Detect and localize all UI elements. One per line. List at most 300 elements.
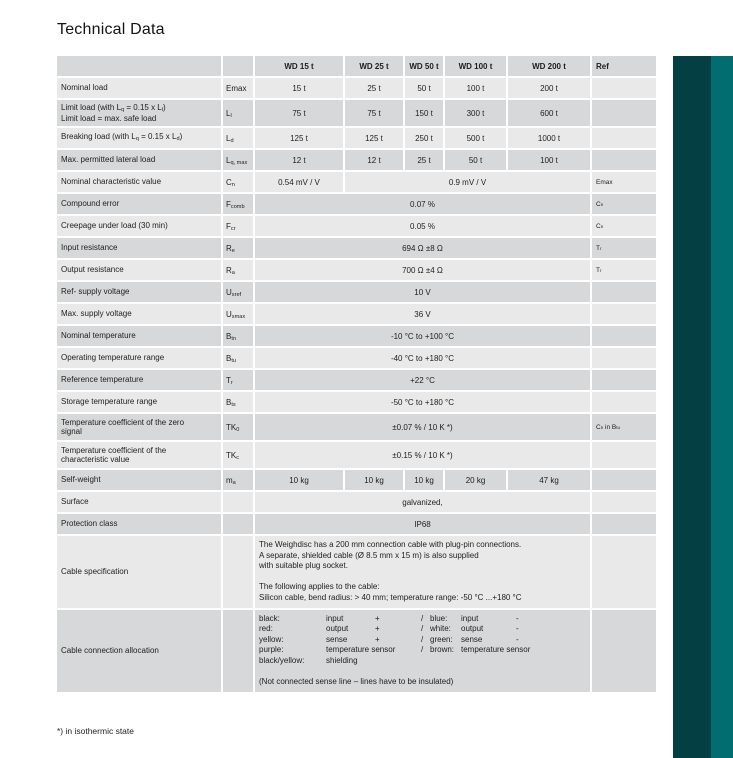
- subscript: c: [236, 454, 240, 461]
- table-body: [57, 78, 656, 692]
- table-row-self-weight: [57, 470, 656, 490]
- text-segment: Max. supply voltage: [61, 309, 132, 319]
- row-symbol: [223, 392, 253, 412]
- ref-cell: [592, 326, 656, 346]
- ref-cell: [592, 610, 656, 692]
- row-symbol: [223, 78, 253, 98]
- value-cell: 12 t: [255, 150, 343, 170]
- row-symbol: [223, 470, 253, 490]
- subscript: d: [176, 136, 180, 143]
- subscript: n: [600, 224, 604, 230]
- row-label: [57, 78, 221, 98]
- text-segment: B: [226, 331, 232, 341]
- ref-cell: [592, 238, 656, 258]
- text-segment: Max. permitted lateral load: [61, 155, 156, 165]
- label-line: [61, 331, 221, 341]
- text-segment: L: [226, 133, 231, 143]
- header-empty-symbol-cell: [223, 56, 253, 76]
- text-segment: Limit load = max. safe load: [61, 114, 157, 123]
- row-symbol: [223, 100, 253, 126]
- text-segment: Cable specification: [61, 567, 129, 577]
- text-segment: Emax: [596, 178, 613, 186]
- table-row-compound-error: [57, 194, 656, 214]
- subscript: smax: [231, 313, 246, 320]
- text-segment: U: [226, 287, 232, 297]
- value-cell: 15 t: [255, 78, 343, 98]
- model-column-header: WD 25 t: [345, 56, 403, 76]
- allocation-field: +: [375, 634, 380, 644]
- value-cell-span: 10 V: [255, 282, 590, 302]
- value-cell: 50 t: [405, 78, 443, 98]
- table-row-operating-temperature-range: [57, 348, 656, 368]
- allocation-line: [259, 614, 590, 625]
- row-symbol: [223, 492, 253, 512]
- row-label: [57, 194, 221, 214]
- subscript: tu: [231, 357, 237, 364]
- table-row-limit-load: [57, 100, 656, 126]
- text-segment: Output resistance: [61, 265, 124, 275]
- subscript: a: [231, 269, 235, 276]
- text-segment: Protection class: [61, 519, 118, 529]
- value-cell: 150 t: [405, 100, 443, 126]
- row-symbol: [223, 326, 253, 346]
- text-segment: Ref- supply voltage: [61, 287, 130, 297]
- table-row-max-supply-voltage: [57, 304, 656, 324]
- text-segment: TK: [226, 450, 237, 460]
- label-line: [61, 265, 221, 275]
- subscript: comb: [230, 203, 245, 210]
- text-segment: in B: [603, 423, 617, 431]
- text-segment: characteristic value: [61, 455, 130, 464]
- text-segment: Nominal characteristic value: [61, 177, 162, 187]
- text-segment: Surface: [61, 497, 89, 507]
- subscript: l: [161, 106, 163, 113]
- allocation-field: -: [516, 634, 519, 644]
- label-line: [61, 353, 221, 363]
- row-label: [57, 172, 221, 192]
- value-cell: 100 t: [445, 78, 506, 98]
- row-label: [57, 514, 221, 534]
- value-cell: 200 t: [508, 78, 590, 98]
- table-row-storage-temperature-range: [57, 392, 656, 412]
- subscript: tu: [616, 425, 621, 431]
- model-column-header: WD 100 t: [445, 56, 506, 76]
- row-label: [57, 238, 221, 258]
- text-segment: = 0.15 x L: [138, 132, 177, 142]
- ref-cell: [592, 536, 656, 608]
- text-segment: Input resistance: [61, 243, 118, 253]
- value-cell-span: 36 V: [255, 304, 590, 324]
- ref-cell: [592, 392, 656, 412]
- label-line: [61, 221, 221, 231]
- value-cell-span: galvanized,: [255, 492, 590, 512]
- text-line: with suitable plug socket.: [259, 561, 348, 571]
- value-cell: 10 kg: [405, 470, 443, 490]
- table-row-output-resistance: [57, 260, 656, 280]
- label-line: [61, 155, 221, 165]
- allocation-field: /: [421, 613, 424, 623]
- text-segment: F: [226, 221, 231, 231]
- allocation-field: purple:: [259, 645, 284, 655]
- table-row-temperature-coefficient-characteristic-value: [57, 442, 656, 468]
- subscript: a: [232, 479, 236, 486]
- label-line: [61, 519, 221, 529]
- table-row-creepage-under-load: [57, 216, 656, 236]
- row-symbol: [223, 536, 253, 608]
- row-label: [57, 150, 221, 170]
- allocation-line: [259, 624, 590, 635]
- subscript: tn: [231, 335, 237, 342]
- value-cell-span: +22 °C: [255, 370, 590, 390]
- subscript: n: [231, 181, 235, 188]
- ref-cell: [592, 282, 656, 302]
- allocation-field: black/yellow:: [259, 655, 305, 665]
- text-segment: C: [596, 222, 601, 230]
- value-cell-span: IP68: [255, 514, 590, 534]
- value-cell: 1000 t: [508, 128, 590, 148]
- text-segment: TK: [226, 422, 237, 432]
- text-segment: Creepage under load (30 min): [61, 221, 168, 231]
- text-segment: U: [226, 309, 232, 319]
- text-segment: Compound error: [61, 199, 120, 209]
- value-cell-span: 700 Ω ±4 Ω: [255, 260, 590, 280]
- row-symbol: [223, 370, 253, 390]
- label-line: [61, 646, 221, 656]
- header-row: [57, 56, 656, 76]
- allocation-field: sense: [461, 634, 483, 644]
- row-label: [57, 326, 221, 346]
- label-line: [61, 177, 221, 187]
- allocation-field: [375, 656, 421, 667]
- allocation-field: temperature sensor: [461, 645, 531, 655]
- row-label: [57, 100, 221, 126]
- text-cell: [255, 536, 590, 608]
- allocation-field: +: [375, 613, 380, 623]
- allocation-field: [421, 656, 430, 667]
- value-cell: 47 kg: [508, 470, 590, 490]
- value-cell: 20 kg: [445, 470, 506, 490]
- allocation-field: black:: [259, 613, 280, 623]
- text-segment: = 0.15 x L: [124, 102, 162, 112]
- allocation-field: input: [326, 613, 344, 623]
- label-line: [61, 114, 221, 124]
- model-column-header: WD 200 t: [508, 56, 590, 76]
- table-row-max-permitted-lateral-load: [57, 150, 656, 170]
- text-segment: signal: [61, 427, 82, 436]
- text-segment: Nominal temperature: [61, 331, 136, 341]
- table-row-surface: [57, 492, 656, 512]
- text-segment: C: [596, 423, 601, 431]
- text-segment: F: [226, 199, 231, 209]
- subscript: r: [599, 268, 602, 274]
- table-row-nominal-load: [57, 78, 656, 98]
- text-segment: ): [179, 132, 183, 142]
- ref-cell: [592, 78, 656, 98]
- value-cell: 600 t: [508, 100, 590, 126]
- value-cell: 10 kg: [255, 470, 343, 490]
- text-segment: C: [226, 177, 232, 187]
- subscript: e: [231, 247, 235, 254]
- allocation-field: [516, 645, 590, 656]
- value-cell: 250 t: [405, 128, 443, 148]
- label-line: [61, 418, 221, 428]
- ref-cell: [592, 172, 656, 192]
- allocation-field: sense: [326, 634, 348, 644]
- text-segment: Nominal load: [61, 83, 108, 93]
- allocation-note: (Not connected sense line – lines have to be insulated): [259, 677, 454, 687]
- row-label: [57, 492, 221, 512]
- table-row-reference-temperature: [57, 370, 656, 390]
- allocation-line: [259, 645, 590, 656]
- table-row-cable-connection-allocation: [57, 610, 656, 692]
- text-segment: L: [226, 108, 231, 118]
- blank-line: [259, 667, 590, 678]
- row-symbol: [223, 610, 253, 692]
- allocation-field: -: [516, 624, 519, 634]
- allocation-field: output: [461, 624, 484, 634]
- row-symbol: [223, 282, 253, 302]
- text-segment: T: [596, 266, 600, 274]
- ref-cell: [592, 442, 656, 468]
- value-cell: 125 t: [255, 128, 343, 148]
- table-row-input-resistance: [57, 238, 656, 258]
- allocation-field: [516, 656, 590, 667]
- label-line: [61, 309, 221, 319]
- text-segment: R: [226, 243, 232, 253]
- allocation-field: blue:: [430, 613, 448, 623]
- subscript: r: [230, 379, 233, 386]
- text-segment: C: [596, 200, 601, 208]
- row-symbol: [223, 128, 253, 148]
- allocation-field: yellow:: [259, 634, 284, 644]
- row-label: [57, 536, 221, 608]
- allocation-line: [259, 656, 590, 667]
- row-label: [57, 392, 221, 412]
- allocation-line: [259, 635, 590, 646]
- value-cell: 125 t: [345, 128, 403, 148]
- value-cell-span: ±0.07 % / 10 K *): [255, 414, 590, 440]
- row-label: [57, 304, 221, 324]
- row-symbol: [223, 172, 253, 192]
- allocation-field: /: [421, 634, 424, 644]
- row-label: [57, 442, 221, 468]
- ref-cell: [592, 128, 656, 148]
- header-empty-label-cell: [57, 56, 221, 76]
- text-segment: Temperature coefficient of the: [61, 445, 167, 455]
- label-line: [61, 455, 221, 465]
- table-header: [57, 56, 656, 76]
- ref-cell: [592, 304, 656, 324]
- row-symbol: [223, 348, 253, 368]
- subscript: sref: [231, 291, 242, 298]
- ref-cell: [592, 370, 656, 390]
- ref-cell: [592, 150, 656, 170]
- value-cell: 0.54 mV / V: [255, 172, 343, 192]
- label-line: [61, 103, 221, 115]
- label-line: [61, 199, 221, 209]
- subscript: n: [600, 425, 604, 431]
- row-label: [57, 370, 221, 390]
- subscript: 0: [236, 426, 240, 433]
- text-line: The Weighdisc has a 200 mm connection cable with plug-pin connections.: [259, 540, 522, 549]
- row-label: [57, 128, 221, 148]
- ref-column-header: Ref: [592, 56, 656, 76]
- accent-bar-light: [711, 56, 733, 758]
- footnote: *) in isothermic state: [57, 726, 134, 736]
- model-column-header: WD 50 t: [405, 56, 443, 76]
- row-label: [57, 260, 221, 280]
- text-segment: B: [226, 353, 232, 363]
- text-segment: R: [226, 265, 232, 275]
- value-cell: 75 t: [255, 100, 343, 126]
- allocation-field: -: [516, 613, 519, 623]
- value-cell-span: -10 °C to +100 °C: [255, 326, 590, 346]
- value-cell-span: 0.05 %: [255, 216, 590, 236]
- allocation-field: temperature sensor: [326, 645, 396, 655]
- row-symbol: [223, 514, 253, 534]
- label-line: [61, 497, 221, 507]
- table-row-ref-supply-voltage: [57, 282, 656, 302]
- table-row-nominal-characteristic-value: [57, 172, 656, 192]
- row-label: [57, 470, 221, 490]
- ref-cell: [592, 348, 656, 368]
- label-line: [61, 132, 221, 144]
- ref-cell: [592, 216, 656, 236]
- row-symbol: [223, 216, 253, 236]
- text-segment: Reference temperature: [61, 375, 144, 385]
- subscript: q, max: [230, 159, 248, 166]
- allocation-field: [430, 656, 461, 667]
- accent-bar-dark: [673, 56, 711, 758]
- value-cell-span: ±0.15 % / 10 K *): [255, 442, 590, 468]
- allocation-field: brown:: [430, 645, 455, 655]
- value-cell: 12 t: [345, 150, 403, 170]
- row-label: [57, 348, 221, 368]
- table-row-cable-specification: [57, 536, 656, 608]
- label-line: [61, 375, 221, 385]
- text-segment: Temperature coefficient of the zero: [61, 417, 185, 427]
- allocation-field: /: [421, 624, 424, 634]
- technical-data-table: [55, 54, 658, 694]
- ref-cell: [592, 470, 656, 490]
- allocation-field: output: [326, 624, 349, 634]
- value-cell-span: -40 °C to +180 °C: [255, 348, 590, 368]
- text-segment: L: [226, 155, 231, 165]
- row-label: [57, 610, 221, 692]
- text-segment: m: [226, 475, 233, 485]
- text-segment: Cable connection allocation: [61, 645, 159, 655]
- row-symbol: [223, 150, 253, 170]
- allocation-field: [375, 645, 421, 656]
- text-line: Silicon cable, bend radius: > 40 mm; temperature range: -50 °C ...+180 °C: [259, 592, 522, 602]
- value-cell: 25 t: [405, 150, 443, 170]
- row-label: [57, 282, 221, 302]
- value-cell: 50 t: [445, 150, 506, 170]
- text-segment: Storage temperature range: [61, 397, 158, 407]
- value-cell: 500 t: [445, 128, 506, 148]
- allocation-field: shielding: [326, 655, 358, 665]
- text-segment: Emax: [226, 83, 247, 93]
- model-column-header: WD 15 t: [255, 56, 343, 76]
- row-label: [57, 414, 221, 440]
- allocation-field: [461, 656, 516, 667]
- table-row-breaking-load: [57, 128, 656, 148]
- subscript: d: [230, 137, 234, 144]
- row-symbol: [223, 260, 253, 280]
- row-symbol: [223, 442, 253, 468]
- value-cell-span: 0.07 %: [255, 194, 590, 214]
- allocation-field: +: [375, 624, 380, 634]
- allocation-field: green:: [430, 634, 453, 644]
- text-segment: Self-weight: [61, 475, 101, 485]
- text-segment: T: [596, 244, 600, 252]
- text-segment: ): [163, 102, 166, 112]
- allocation-field: /: [421, 645, 424, 655]
- label-line: [61, 427, 221, 437]
- subscript: r: [599, 246, 602, 252]
- subscript: q: [121, 106, 125, 113]
- row-symbol: [223, 194, 253, 214]
- row-symbol: [223, 238, 253, 258]
- ref-cell: [592, 492, 656, 512]
- text-segment: T: [226, 375, 231, 385]
- value-cell: 25 t: [345, 78, 403, 98]
- subscript: l: [230, 112, 232, 119]
- allocation-field: input: [461, 613, 479, 623]
- allocation-field: white:: [430, 624, 451, 634]
- subscript: q: [135, 136, 139, 143]
- text-segment: B: [226, 397, 232, 407]
- value-cell: 75 t: [345, 100, 403, 126]
- row-symbol: [223, 304, 253, 324]
- subscript: ts: [231, 401, 236, 408]
- table-row-nominal-temperature: [57, 326, 656, 346]
- ref-cell: [592, 414, 656, 440]
- text-cell: [255, 610, 590, 692]
- ref-cell: [592, 100, 656, 126]
- label-line: [61, 397, 221, 407]
- label-line: [61, 83, 221, 93]
- value-cell: 100 t: [508, 150, 590, 170]
- ref-cell: [592, 260, 656, 280]
- label-line: [61, 287, 221, 297]
- table-row-temperature-coefficient-zero-signal: [57, 414, 656, 440]
- text-line: A separate, shielded cable (Ø 8.5 mm x 15 m) is also supplied: [259, 550, 479, 560]
- ref-cell: [592, 194, 656, 214]
- subscript: cr: [230, 225, 236, 232]
- label-line: [61, 446, 221, 456]
- value-cell-span: 0.9 mV / V: [345, 172, 590, 192]
- label-line: [61, 243, 221, 253]
- page-title: Technical Data: [57, 21, 165, 38]
- allocation-field: red:: [259, 624, 273, 634]
- text-segment: Operating temperature range: [61, 353, 165, 363]
- text-segment: Breaking load (with L: [61, 132, 136, 142]
- label-line: [61, 567, 221, 577]
- value-cell-span: -50 °C to +180 °C: [255, 392, 590, 412]
- value-cell: 10 kg: [345, 470, 403, 490]
- row-symbol: [223, 414, 253, 440]
- text-line: The following applies to the cable:: [259, 582, 380, 592]
- ref-cell: [592, 514, 656, 534]
- text-line: [259, 572, 590, 583]
- value-cell: 300 t: [445, 100, 506, 126]
- text-segment: Limit load (with L: [61, 102, 122, 112]
- subscript: n: [600, 202, 604, 208]
- row-label: [57, 216, 221, 236]
- label-line: [61, 475, 221, 485]
- table-row-protection-class: [57, 514, 656, 534]
